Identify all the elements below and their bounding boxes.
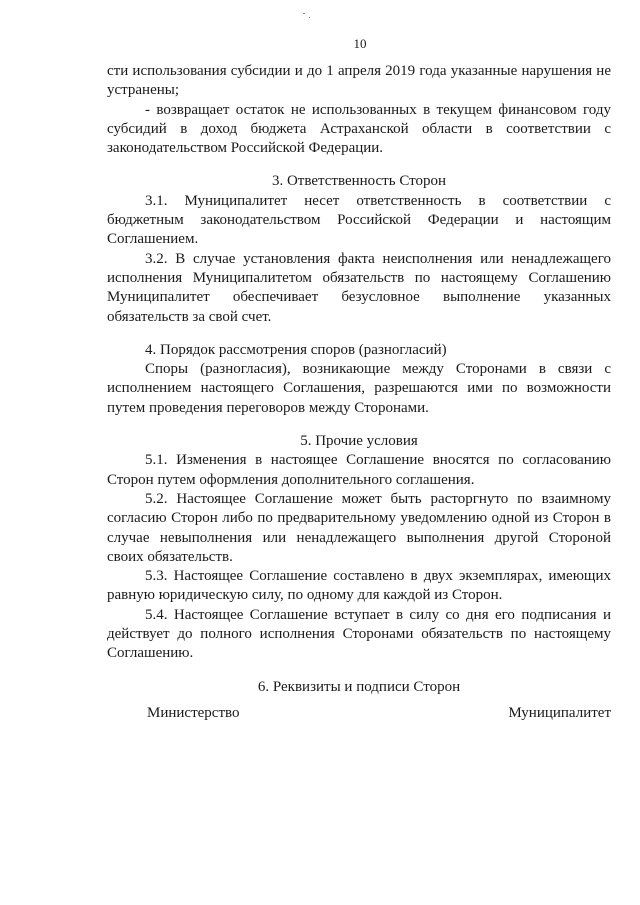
section-5-paragraph-3: 5.3. Настоящее Соглашение составлено в двух экземплярах, имеющих равную юридическую силу, по одному для каждой из Сторон. xyxy=(107,568,611,604)
section-6-heading: 6. Реквизиты и подписи Сторон xyxy=(257,678,461,695)
section-5-paragraph-4: 5.4. Настоящее Соглашение вступает в силу со дня его подписания и действует до полного исполнения Сторонами обязательств по настоящему Соглашению. xyxy=(107,606,611,662)
section-5-heading: 5. Прочие условия xyxy=(300,433,418,450)
section-4-heading: 4. Порядок рассмотрения споров (разногласий) xyxy=(145,341,447,358)
section-5-paragraph-2: 5.2. Настоящее Соглашение может быть расторгнуто по взаимному согласию Сторон либо по предварительному уведомлению одной из Сторон в случае невыполнения или ненадлежащего выполнения другой Стороной своих обязательств. xyxy=(107,490,611,565)
continuation-paragraph-1: сти использования субсидии и до 1 апреля 2019 года указанные нарушения не устранены; xyxy=(107,63,611,99)
party-ministry: Министерство xyxy=(147,704,240,721)
party-municipality: Муниципалитет xyxy=(508,704,611,721)
section-5-paragraph-1: 5.1. Изменения в настоящее Соглашение вносятся по согласованию Сторон путем оформления дополнительного соглашения. xyxy=(107,452,611,488)
continuation-paragraph-2: - возвращает остаток не использованных в текущем финансовом году субсидий в доход бюджета Астраханской области в соответствии с законодательством Российской Федерации. xyxy=(107,101,611,157)
section-3-heading: 3. Ответственность Сторон xyxy=(271,173,447,190)
section-4-paragraph-1: Споры (разногласия), возникающие между Сторонами в связи с исполнением настоящего Соглашения, разрешаются ими по возможности путем проведения переговоров между Сторонами. xyxy=(107,361,611,416)
page-number: 10 xyxy=(353,36,367,51)
scan-speck xyxy=(309,17,310,18)
document-body xyxy=(107,62,611,723)
section-3-paragraph-2: 3.2. В случае установления факта неисполнения или ненадлежащего исполнения Муниципалитетом обязательств по настоящему Соглашению Муниципалитет обеспечивает безусловное выполнение указанных обязательств за свой счет. xyxy=(107,250,611,325)
signature-parties xyxy=(107,704,611,723)
scan-speck xyxy=(303,13,305,14)
section-3-paragraph-1: 3.1. Муниципалитет несет ответственность в соответствии с бюджетным законодательством Российской Федерации и настоящим Соглашением. xyxy=(107,192,611,248)
